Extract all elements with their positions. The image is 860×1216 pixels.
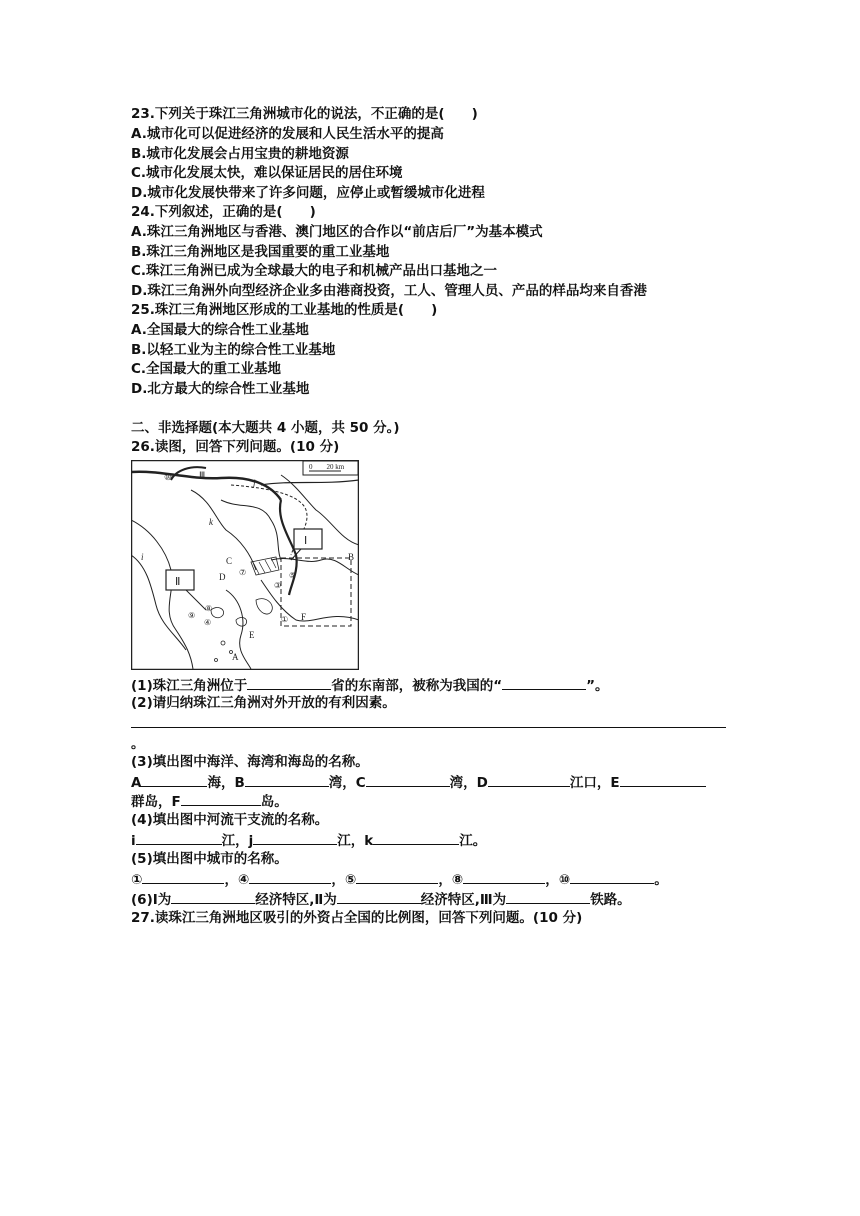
map-label-c: C [226,556,233,566]
q25-stem: 25.珠江三角洲地区形成的工业基地的性质是( ) [131,302,438,318]
label-river-end: 江。 [459,833,487,849]
answer-line[interactable] [131,727,726,728]
map-label-city-4: ④ [204,618,212,627]
q26-stem: 26.读图，回答下列问题。(10 分) [131,439,340,455]
q26-part4-blanks [131,830,486,850]
map-label-city-5: ⑤ [289,571,297,580]
blank-city-10[interactable] [570,869,654,884]
q24-option-a: A.珠江三角洲地区与香港、澳门地区的合作以“前店后厂”为基本模式 [131,224,543,240]
label-d: 湾，D [449,775,488,791]
map-label-10: ⑩ [164,472,173,482]
blank-river-k[interactable] [373,830,459,845]
label-zone-i: (6)Ⅰ为 [131,892,172,908]
label-e: 江口，E [569,775,620,791]
map-label-f: F [301,612,307,622]
pearl-river-delta-map [131,460,359,670]
blank-river-i[interactable] [136,830,222,845]
q26-p1-text-b: 省的东南部，被称为我国的“ [331,678,503,694]
map-label-city-8: ⑧ [205,604,213,613]
blank-railway-iii[interactable] [506,889,590,904]
q26-part1 [131,675,608,695]
map-label-city-9: ⑨ [188,611,196,620]
q23-option-b: B.城市化发展会占用宝贵的耕地资源 [131,146,349,162]
map-label-city-7: ⑦ [239,568,247,577]
q26-part2: (2)请归纳珠江三角洲对外开放的有利因素。 [131,695,396,711]
q25-option-b: B.以轻工业为主的综合性工业基地 [131,342,336,358]
blank-bay-b[interactable] [245,772,329,787]
label-i: i [131,833,136,849]
map-label-zone-ii: Ⅱ [175,576,181,588]
map-label-j: j [253,478,256,488]
section-heading: 二、非选择题(本大题共 4 小题，共 50 分。) [131,420,400,436]
q23-option-a: A.城市化可以促进经济的发展和人民生活水平的提高 [131,126,444,142]
label-railway-end: 铁路。 [590,892,631,908]
blank-islands-e[interactable] [620,772,706,787]
q26-part5: (5)填出图中城市的名称。 [131,851,288,867]
q25-option-c: C.全国最大的重工业基地 [131,361,282,377]
map-label-e: E [249,630,255,640]
q26-part4: (4)填出图中河流干支流的名称。 [131,812,329,828]
blank-city-4[interactable] [249,869,331,884]
q27-stem: 27.读珠江三角洲地区吸引的外资占全国的比例图，回答下列问题。(10 分) [131,910,583,926]
q26-part5-blanks [131,869,668,889]
map-label-d: D [219,572,226,582]
map-label-railway-iii: Ⅲ [199,470,206,480]
label-j: 江，j [221,833,254,849]
label-zone-ii: 经济特区,Ⅱ为 [255,892,337,908]
q26-part3-blanks-1 [131,772,706,792]
label-island-end: 岛。 [260,794,288,810]
q26-part3: (3)填出图中海洋、海湾和海岛的名称。 [131,754,369,770]
map-label-city-1: ① [281,615,289,624]
map-label-a: A [232,652,239,662]
q23-option-c: C.城市化发展太快，难以保证居民的居住环境 [131,165,403,181]
blank-city-8[interactable] [463,869,545,884]
scale-label: 0 20 km [309,463,345,471]
map-label-zone-i: Ⅰ [304,535,308,547]
blank-city-5[interactable] [356,869,438,884]
blank-province[interactable] [247,675,331,690]
label-b: 海，B [207,775,245,791]
map-label-city-3: ③ [274,581,282,590]
q25-option-a: A.全国最大的综合性工业基地 [131,322,309,338]
q26-p1-text-a: (1)珠江三角洲位于 [131,678,248,694]
label-f: 群岛，F [131,794,181,810]
q23-option-d: D.城市化发展快带来了许多问题，应停止或暂缓城市化进程 [131,185,485,201]
blank-city-1[interactable] [142,869,224,884]
label-city-8: ，⑧ [438,872,464,888]
blank-island-f[interactable] [181,791,261,806]
label-c: 湾，C [328,775,366,791]
q26-part2-end: 。 [131,736,145,752]
label-city-end: 。 [654,872,668,888]
blank-sea-a[interactable] [141,772,207,787]
label-railway-iii: 经济特区,Ⅲ为 [420,892,507,908]
map-label-b: B [348,552,355,562]
blank-zone-ii[interactable] [337,889,421,904]
blank-zone-i[interactable] [171,889,255,904]
q26-part6 [131,889,631,909]
label-k: 江，k [337,833,374,849]
label-city-4: ，④ [224,872,250,888]
blank-bay-c[interactable] [366,772,450,787]
q24-stem: 24.下列叙述，正确的是( ) [131,204,316,220]
label-city-10: ，⑩ [545,872,571,888]
label-a: A [131,775,142,791]
blank-nickname[interactable] [502,675,586,690]
label-city-5: ，⑤ [331,872,357,888]
map-label-i: i [141,552,144,562]
q24-option-d: D.珠江三角洲外向型经济企业多由港商投资，工人、管理人员、产品的样品均来自香港 [131,283,647,299]
map-label-k: k [209,517,213,527]
q26-part3-blanks-2 [131,791,288,811]
q26-p1-text-c: ”。 [586,678,609,694]
q24-option-c: C.珠江三角洲已成为全球最大的电子和机械产品出口基地之一 [131,263,498,279]
q24-option-b: B.珠江三角洲地区是我国重要的重工业基地 [131,244,390,260]
label-city-1: ① [131,872,143,888]
blank-estuary-d[interactable] [488,772,570,787]
q23-stem: 23.下列关于珠江三角洲城市化的说法，不正确的是( ) [131,106,478,122]
blank-river-j[interactable] [253,830,337,845]
q25-option-d: D.北方最大的综合性工业基地 [131,381,310,397]
